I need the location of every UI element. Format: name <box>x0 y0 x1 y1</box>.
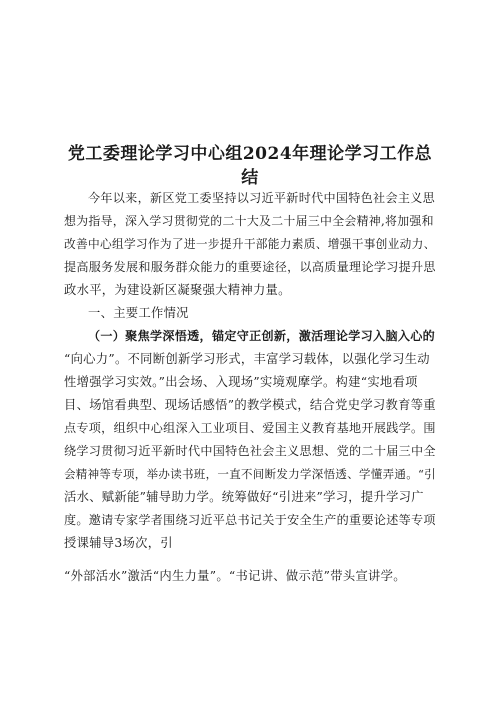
paragraph-line: 想为指导，深入学习贯彻党的二十大及二十届三中全会精神,将加强和 <box>64 214 434 228</box>
subsection-heading: （一）聚焦学深悟透，锚定守正创新，激活理论学习入脑入心的 <box>88 329 436 343</box>
paragraph-line: 授课辅导3场次，引 <box>64 536 173 550</box>
document-title-line-2: 结 <box>241 168 259 188</box>
paragraph-line: 提高服务发展和服务群众能力的重要途径，以高质量理论学习提升思 <box>64 260 436 274</box>
paragraph-line: 绕学习贯彻习近平新时代中国特色社会主义思想、党的二十届三中全 <box>64 444 436 458</box>
paragraph-line: 政水平，为建设新区凝聚强大精神力量。 <box>64 283 291 297</box>
paragraph-line: “外部活水”激活“内生力量”。“书记讲、做示范”带头宣讲学。 <box>64 569 406 583</box>
paragraph-line: 改善中心组学习作为了进一步提升干部能力素质、增强干事创业动力、 <box>64 237 436 251</box>
paragraph-line: 今年以来，新区党工委坚持以习近平新时代中国特色社会主义思 <box>88 191 436 205</box>
paragraph-line: “向心力”。不同断创新学习形式，丰富学习载体，以强化学习生动 <box>64 352 430 366</box>
paragraph-line: 度。邀请专家学者围绕习近平总书记关于安全生产的重要论述等专项 <box>64 513 436 527</box>
paragraph-line: 活水、赋新能”辅导助力学。统筹做好“引进来”学习，提升学习广 <box>64 490 424 504</box>
paragraph-line: 性增强学习实效。”出会场、入现场”实境观摩学。构建“实地看项 <box>64 375 418 389</box>
paragraph-line: 会精神等专项，举办读书班，一直不间断发力学深悟透、学懂弄通。“引 <box>64 467 436 481</box>
paragraph-line: 目、场馆看典型、现场话感悟”的教学模式，结合党史学习教育等重 <box>64 398 436 412</box>
section-heading: 一、主要工作情况 <box>88 306 189 320</box>
document-title-line-1: 党工委理论学习中心组2024年理论学习工作总 <box>67 144 433 164</box>
paragraph-line: 点专项，组织中心组深入工业项目、爱国主义教育基地开展践学。围 <box>64 421 436 435</box>
